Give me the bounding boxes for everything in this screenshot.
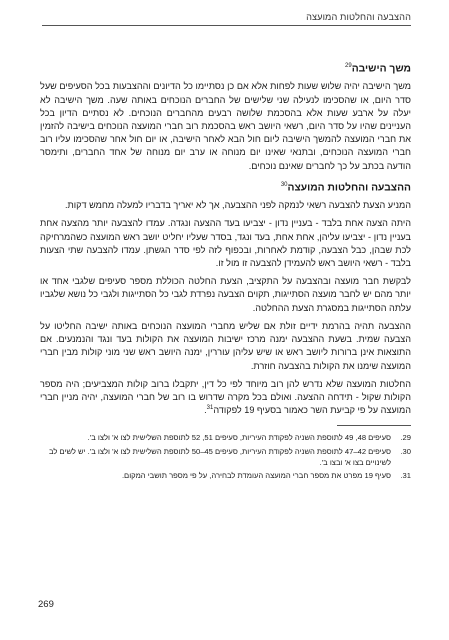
body-paragraph: ההצבעה תהיה בהרמת ידיים זולת אם שליש מחברי המועצה הנוכחים באותה ישיבה החליטו על הצבעה שמית. בשעת ההצבעה ימנה מרכז ישיבות המועצה את הקולות בעד ונגד והנמנעים. אם התוצאות אינן ברורות ליושב ראש או שיש עליהן עוררין, ימנה היושב ראש שני מוני קולות מבין חברי המועצה שימנו את הקולות בהצבעה חוזרת. xyxy=(40,320,411,371)
section-title-voting xyxy=(40,182,411,193)
footnote-number: 30. xyxy=(400,446,411,456)
footnotes xyxy=(40,432,411,481)
footnote-ref: 31 xyxy=(206,405,214,412)
footnote-text: סעיפים 42–47 לתוספת השניה לפקודת העיריות, סעיפים 45–50 לתוספת השלישית לצו א' ולצו ב'. יש לשים לב לשינויים בצו א' ובצו ב'. xyxy=(48,446,391,467)
body-paragraph: לבקשת חבר מועצה ובהצבעה על התקציב, הצעת החלטה הכוללת מספר סעיפים שלגבי אחד או יותר מהם יש לחבר מועצה הסתייגות, תקוים הצבעה נפרדת לגבי כל הסתייגות ולגבי כל נושא שלגביו עלתה הסתייגות במסגרת הצעת ההחלטה. xyxy=(40,276,411,313)
page-body xyxy=(40,63,411,483)
footnote-item xyxy=(40,470,411,481)
footnote-item xyxy=(40,446,411,468)
body-paragraph: משך הישיבה יהיה שלוש שעות לפחות אלא אם כן נסתיימו כל הדיונים וההצבעות בכל הסעיפים שעל סדר היום, או שהסכימו לנעילה שני שלישים של החברים הנוכחים באותה שעה. משך הישיבה לא יעלה על ארבע שעות אלא בהסכמת שלושה רבעים מהחברים הנוכחים. לא נסתיים הדיון בכל העניינים שהיו על סדר היום, רשאי היושב ראש בהסכמת רוב חברי המועצה הנוכחים בישיבה להזמין את חברי המועצה להמשך הישיבה ליום חול הבא לאחר הישיבה, או יום חול אחר שהסכימו עליו רוב חברי המועצה הנוכחים, ובתנאי שאינו יום מנוחה או ערב יום מנוחה של אחד החברים, ותימסר הודעה בכתב על כך לחברים שאינם נוכחים. xyxy=(40,81,411,171)
body-paragraph-text: החלטות המועצה שלא נדרש להן רוב מיוחד לפי כל דין, יתקבלו ברוב קולות המצביעים; היה מספר הקולות שקול - תידחה ההצעה. ואולם בכל מקרה שדרוש בו רוב של חברי המועצה, יהיה מניין חברי המועצה על פי קביעת השר כאמור בסעיף 19 לפקודה xyxy=(40,378,411,416)
footnote-text: סעיפים 48, 49 לתוספת השניה לפקודת העיריות, סעיפים 51, 52 לתוספת השלישית לצו א' ולצו ב'. xyxy=(87,433,391,443)
running-header: ההצבעה והחלטות המועצה xyxy=(306,12,411,22)
page-number: 269 xyxy=(38,599,54,610)
section-title-text: משך הישיבה xyxy=(351,63,411,75)
body-paragraph: היתה הצעה אחת בלבד - בעניין נדון - יצביעו בעד ההצעה ונגדה. עמדו להצבעה יותר מהצעה אחת בעניין נדון - יצביעו עליהן, אחת אחת, בעד ונגד, בסדר שעליו יחליט יושב ראש המועצה כשהמרחיקה לכת שבהן, כבל הצבעה, קודמת לאחרות, ובכפוף לזה לפי סדר הגשתן. עמדו להצבעה שתי הצעות בלבד - רשאי היושב ראש להעמידן להצבעה זו מול זו. xyxy=(40,218,411,269)
header-rule xyxy=(42,25,411,26)
body-paragraph-last: החלטות המועצה שלא נדרש להן רוב מיוחד לפי כל דין, יתקבלו ברוב קולות המצביעים; היה מספר הקולות שקול - תידחה ההצעה. ואולם בכל מקרה שדרוש בו רוב של חברי המועצה, יהיה מניין חברי המועצה על פי קביעת השר כאמור בסעיף 19 לפקודה$^{31}$. xyxy=(40,378,411,416)
section-title-text: ההצבעה והחלטות המועצה xyxy=(287,182,411,194)
footnote-number: 29. xyxy=(400,433,411,443)
footnote-ref: 29 xyxy=(345,63,352,69)
footnote-text: סעיף 19 מפרט את מספר חברי המועצה העומדת לבחירה, על פי מספר תושבי המקום. xyxy=(121,470,391,480)
footnote-item xyxy=(40,432,411,443)
footnote-number: 31. xyxy=(400,470,411,480)
body-paragraph: המניע הצעת להצבעה רשאי לנמקה לפני ההצבעה, אך לא יאריך בדבריו למעלה מחמש דקות. xyxy=(64,200,411,211)
footnote-ref: 30 xyxy=(280,181,288,188)
footnote-divider xyxy=(337,425,411,426)
section-title-meeting-duration xyxy=(40,63,411,74)
